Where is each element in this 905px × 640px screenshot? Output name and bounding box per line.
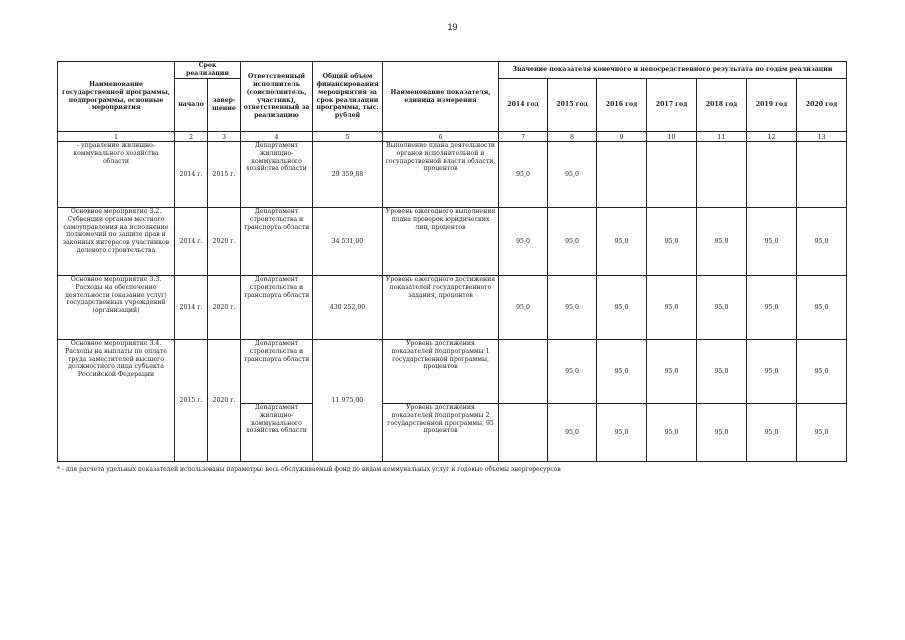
row-end: 2020 г. [208,276,241,340]
column-number: 8 [548,132,597,142]
row-value: 95,0 [797,340,847,404]
column-number: 13 [797,132,847,142]
row-value: 95,0 [697,276,747,340]
row-start: 2014 г. [175,276,208,340]
row-name: Основное мероприятие 3.3. Расходы на обеспечение деятельности (оказание услуг) государственных учреждений (организаций) [58,276,175,340]
row-value: 95,0 [747,340,797,404]
column-number-row [58,132,847,142]
row-value: 95,0 [697,404,747,462]
row-start: 2014 г. [175,208,208,276]
row-value: 95,0 [597,404,647,462]
row-value: 95,0 [499,276,548,340]
row-indicator: Уровень ежегодного достижения показателей государственного задания, процентов [383,276,499,340]
table-row [58,340,847,404]
row-volume: 34 531,00 [313,208,383,276]
row-value: 95,0 [499,208,548,276]
header-year: 2016 год [597,79,647,132]
column-number: 4 [241,132,313,142]
row-value: 95,0 [597,208,647,276]
row-value: 95,0 [647,276,697,340]
row-value [597,142,647,208]
column-number: 3 [208,132,241,142]
row-value: 95,0 [548,276,597,340]
row-value: 95,0 [747,276,797,340]
column-number: 2 [175,132,208,142]
row-indicator: Уровень достижения показателей подпрограммы 1 государственной программы, процентов [383,340,499,404]
row-end: 2015 г. [208,142,241,208]
header-year: 2019 год [747,79,797,132]
row-indicator: Выполнение плана деятельности органов исполнительной и государственной власти области, процентов [383,142,499,208]
header-results: Значение показателя конечного и непосредственного результата по годам реализации [499,62,847,79]
row-indicator: Уровень ежегодного выполнения плана проверок юридических лиц, процентов [383,208,499,276]
column-number: 7 [499,132,548,142]
row-value: 95,0 [647,404,697,462]
page-number: 19 [447,22,458,32]
row-value: 95,0 [647,340,697,404]
header-indicator: Наименование показателя, единица измерения [383,62,499,132]
row-value [647,142,697,208]
row-executor: Департамент строительства и транспорта области [241,208,313,276]
row-name: Основное мероприятие 3.2. Субвенции органам местного самоуправления на исполнение полномочий по защите прав и законных интересов участников долевого строительства [58,208,175,276]
header-name: Наименование государственной программы, подпрограммы, основные мероприятия [58,62,175,132]
column-number: 6 [383,132,499,142]
header-year: 2018 год [697,79,747,132]
header-period-start: начало [175,79,208,132]
column-number: 12 [747,132,797,142]
row-value: 95,0 [548,404,597,462]
column-number: 11 [697,132,747,142]
row-end: 2020 г. [208,208,241,276]
header-period: Срок реализации [175,62,241,79]
row-volume: 29 359,88 [313,142,383,208]
row-value [747,142,797,208]
row-value: 95,0 [548,142,597,208]
row-value [499,404,548,462]
row-start: 2015 г. [175,340,208,462]
row-value: 95,0 [499,142,548,208]
header-volume: Общий объем финансирования мероприятия за срок реализации программы, тыс. рублей [313,62,383,132]
row-value: 95,0 [647,208,697,276]
row-value: 95,0 [797,276,847,340]
column-number: 5 [313,132,383,142]
row-value [697,142,747,208]
column-number: 1 [58,132,175,142]
header-year: 2015 год [548,79,597,132]
row-value: 95,0 [548,208,597,276]
header-executor: Ответственный исполнитель (соисполнитель, участник), ответственный за реализацию [241,62,313,132]
table-row [58,276,847,340]
row-indicator: Уровень достижения показателей подпрограммы 2 государственной программы, 95 процентов [383,404,499,462]
column-number: 10 [647,132,697,142]
header-year: 2014 год [499,79,548,132]
results-table [57,61,847,462]
row-value: 95,0 [548,340,597,404]
row-value: 95,0 [797,208,847,276]
header-year: 2020 год [797,79,847,132]
row-name: - управление жилищно-коммунального хозяйства области [58,142,175,208]
row-volume: 430 252,00 [313,276,383,340]
row-executor: Департамент жилищно-коммунального хозяйства области [241,142,313,208]
row-value: 95,0 [597,340,647,404]
row-executor: Департамент жилищно-коммунального хозяйства области [241,404,313,462]
row-value [797,142,847,208]
header-year: 2017 год [647,79,697,132]
column-number: 9 [597,132,647,142]
row-volume: 11 975,00 [313,340,383,462]
row-value: 95,0 [747,404,797,462]
row-value [499,340,548,404]
row-name: Основное мероприятие 3.4. Расходы на выплаты по оплате труда заместителей высшего должностного лица субъекта Российской Федерации [58,340,175,462]
row-value: 95,0 [797,404,847,462]
row-executor: Департамент строительства и транспорта области [241,276,313,340]
row-executor: Департамент строительства и транспорта области [241,340,313,404]
row-value: 95,0 [747,208,797,276]
row-value: 95,0 [597,276,647,340]
table-row [58,208,847,276]
table-row [58,142,847,208]
row-value: 95,0 [697,208,747,276]
header-period-end: завер-шение [208,79,241,132]
footnote: * - для расчета удельных показателей использованы параметры: весь обслуживаемый фонд по видам коммунальных услуг и годовые объемы энергоресурсов [57,466,561,473]
row-end: 2020 г. [208,340,241,462]
row-value: 95,0 [697,340,747,404]
row-start: 2014 г. [175,142,208,208]
